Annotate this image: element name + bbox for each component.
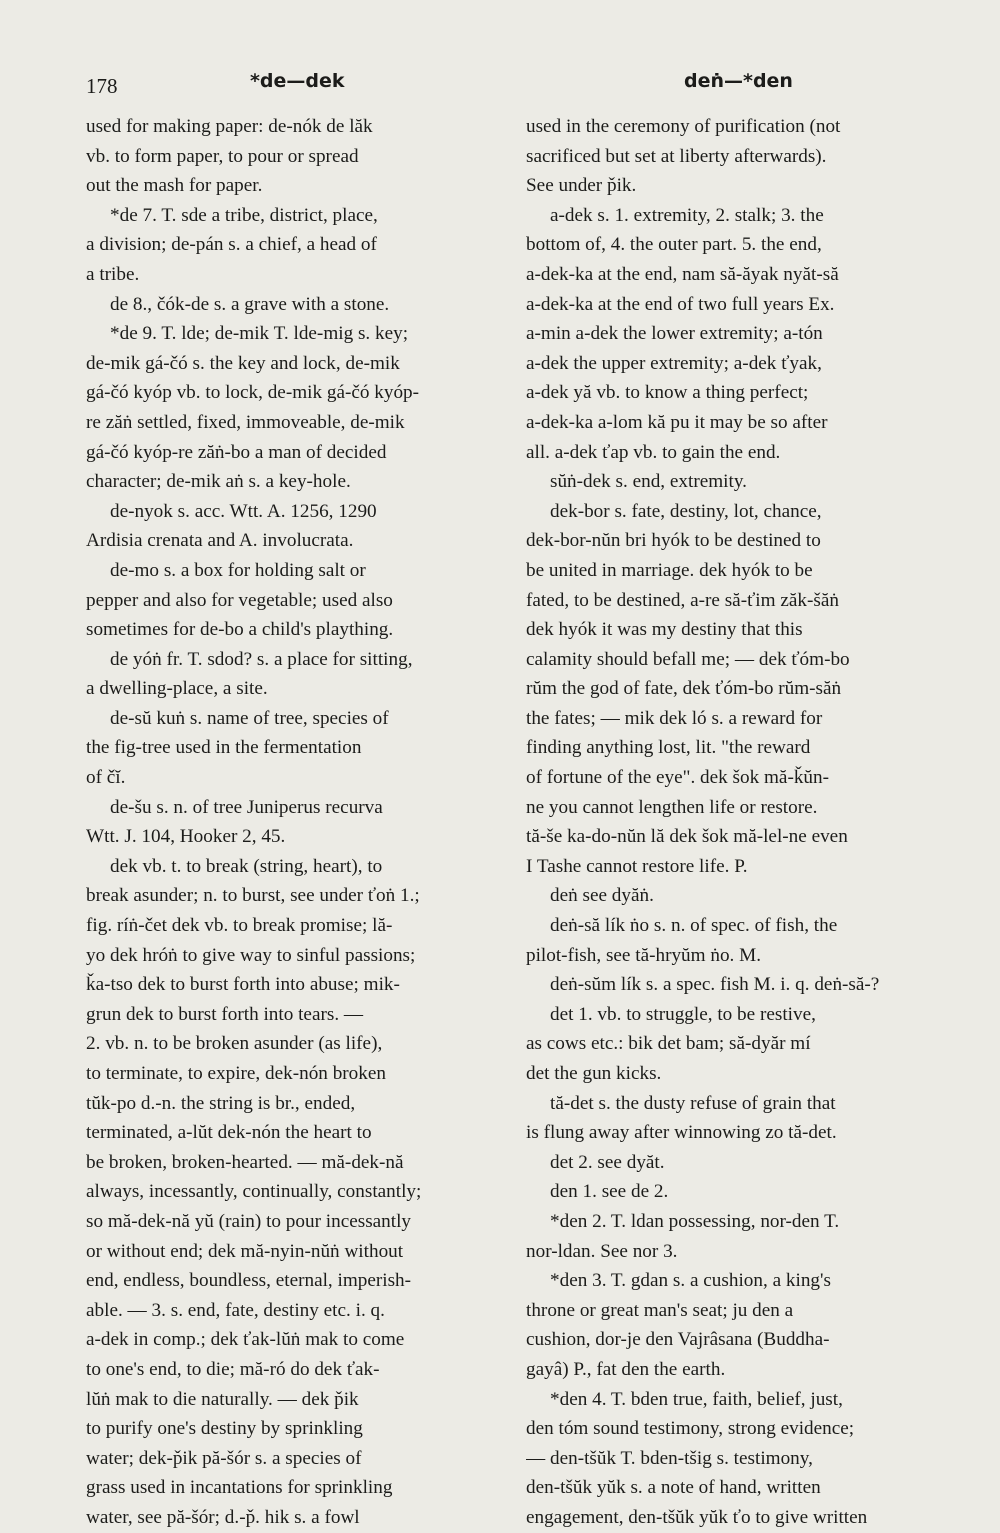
text-line bbox=[526, 674, 946, 704]
text-line bbox=[526, 201, 946, 231]
text-line-content: grun dek to burst forth into tears. — bbox=[86, 1003, 364, 1025]
text-line-content: tă-det s. the dusty refuse of grain that bbox=[550, 1092, 836, 1114]
text-line-content: a-dek-ka at the end, nam să-ăyak nyăt-să bbox=[526, 263, 839, 285]
text-line-content: all. a-dek ťap vb. to gain the end. bbox=[526, 441, 781, 463]
text-line-content: gá-čó kyóp vb. to lock, de-mik gá-čó kyóp- bbox=[86, 382, 420, 404]
text-line bbox=[86, 201, 506, 231]
text-line bbox=[526, 1355, 946, 1385]
text-line-content: I Tashe cannot restore life. P. bbox=[526, 855, 748, 877]
text-line bbox=[526, 763, 946, 793]
text-line-content: end, endless, boundless, eternal, imperish- bbox=[86, 1270, 412, 1292]
text-line-content: det 1. vb. to struggle, to be restive, bbox=[550, 1003, 816, 1025]
text-line-content: re zăṅ settled, fixed, immoveable, de-mik bbox=[86, 411, 405, 433]
text-line bbox=[526, 941, 946, 971]
text-line-content: Wtt. J. 104, Hooker 2, 45. bbox=[86, 826, 286, 848]
text-line-content: the fates; — mik dek ló s. a reward for bbox=[526, 707, 823, 729]
text-line-content: *den 3. T. gdan s. a cushion, a king's bbox=[550, 1270, 831, 1292]
text-line-content: vb. to form paper, to pour or spread bbox=[86, 145, 359, 167]
text-line-content: pepper and also for vegetable; used also bbox=[86, 589, 393, 611]
text-line-content: is flung away after winnowing zo tă-det. bbox=[526, 1122, 837, 1144]
text-line bbox=[86, 319, 506, 349]
text-line-content: to one's end, to die; mă-ró do dek ťak- bbox=[86, 1358, 380, 1380]
text-line-content: a division; de-pán s. a chief, a head of bbox=[86, 234, 377, 256]
text-line bbox=[526, 349, 946, 379]
text-line bbox=[526, 645, 946, 675]
text-line-content: det 2. see dyăt. bbox=[550, 1151, 665, 1173]
text-line bbox=[86, 1059, 506, 1089]
text-line-content: yo dek hróṅ to give way to sinful passions; bbox=[86, 944, 416, 966]
text-line-content: rŭm the god of fate, dek ťóm-bo rŭm-săṅ bbox=[526, 678, 842, 700]
left-running-head: *de—dek bbox=[250, 70, 345, 92]
text-line bbox=[86, 763, 506, 793]
text-line bbox=[86, 1000, 506, 1030]
text-line-content: See under p̌ik. bbox=[526, 175, 637, 197]
text-line bbox=[86, 438, 506, 468]
text-line bbox=[526, 1118, 946, 1148]
text-line-content: 2. vb. n. to be broken asunder (as life), bbox=[86, 1033, 383, 1055]
text-line bbox=[86, 1148, 506, 1178]
text-line bbox=[526, 1177, 946, 1207]
text-line-content: *de 7. T. sde a tribe, district, place, bbox=[110, 204, 378, 226]
text-line-content: deṅ see dyăṅ. bbox=[550, 885, 654, 907]
text-line-content: *den 2. T. ldan possessing, nor-den T. bbox=[550, 1210, 840, 1232]
text-line bbox=[526, 378, 946, 408]
text-line bbox=[86, 556, 506, 586]
text-line bbox=[86, 970, 506, 1000]
text-line-content: fig. ríṅ-čet dek vb. to break promise; lă- bbox=[86, 915, 393, 937]
text-line bbox=[526, 1503, 946, 1533]
text-line bbox=[86, 142, 506, 172]
text-line-content: cushion, dor-je den Vajrâsana (Buddha- bbox=[526, 1329, 830, 1351]
text-line-content: de 8., čók-de s. a grave with a stone. bbox=[110, 293, 390, 315]
text-line bbox=[526, 290, 946, 320]
text-line bbox=[86, 171, 506, 201]
text-line bbox=[86, 1029, 506, 1059]
text-line-content: a-dek in comp.; dek ťak-lŭṅ mak to come bbox=[86, 1329, 405, 1351]
text-line-content: water; dek-p̌ik pă-šór s. a species of bbox=[86, 1447, 362, 1469]
text-line bbox=[86, 290, 506, 320]
text-line-content: gá-čó kyóp-re zăṅ-bo a man of decided bbox=[86, 441, 387, 463]
text-line bbox=[86, 881, 506, 911]
text-line bbox=[526, 142, 946, 172]
text-line-content: deṅ-să lík ṅo s. n. of spec. of fish, the bbox=[550, 915, 838, 937]
text-line bbox=[86, 704, 506, 734]
text-line bbox=[526, 852, 946, 882]
text-line bbox=[526, 1207, 946, 1237]
text-line-content: tŭk-po d.-n. the string is br., ended, bbox=[86, 1092, 356, 1114]
text-line-content: sacrificed but set at liberty afterwards). bbox=[526, 145, 827, 167]
text-line bbox=[526, 1414, 946, 1444]
text-line bbox=[86, 1325, 506, 1355]
text-line bbox=[526, 970, 946, 1000]
text-line bbox=[86, 378, 506, 408]
text-line-content: pilot-fish, see tă-hryŭm ṅo. M. bbox=[526, 944, 762, 966]
text-line bbox=[86, 1089, 506, 1119]
right-column bbox=[526, 112, 946, 1533]
text-line bbox=[526, 615, 946, 645]
text-line-content: character; de-mik aṅ s. a key-hole. bbox=[86, 471, 351, 493]
text-line bbox=[526, 408, 946, 438]
text-line-content: be united in marriage. dek hyók to be bbox=[526, 559, 813, 581]
text-line bbox=[86, 1266, 506, 1296]
text-line-content: *den 4. T. bden true, faith, belief, just, bbox=[550, 1388, 843, 1410]
text-line-content: engagement, den-tšŭk yŭk ťo to give written bbox=[526, 1506, 868, 1528]
text-line bbox=[526, 1385, 946, 1415]
text-line bbox=[526, 1296, 946, 1326]
text-line bbox=[526, 319, 946, 349]
text-line bbox=[86, 822, 506, 852]
text-line bbox=[86, 1355, 506, 1385]
text-line bbox=[526, 1325, 946, 1355]
text-line bbox=[86, 852, 506, 882]
text-line bbox=[86, 1207, 506, 1237]
text-line bbox=[86, 793, 506, 823]
text-line bbox=[86, 112, 506, 142]
text-line-content: so mă-dek-nă yŭ (rain) to pour incessantly bbox=[86, 1210, 412, 1232]
text-line-content: as cows etc.: bik det bam; să-dyăr mí bbox=[526, 1033, 811, 1055]
text-line bbox=[86, 1414, 506, 1444]
text-line bbox=[86, 586, 506, 616]
text-line-content: or without end; dek mă-nyin-nŭṅ without bbox=[86, 1240, 404, 1262]
text-line bbox=[526, 911, 946, 941]
text-line bbox=[86, 1296, 506, 1326]
text-line bbox=[86, 645, 506, 675]
text-line bbox=[86, 733, 506, 763]
text-line-content: a-min a-dek the lower extremity; a-tón bbox=[526, 323, 823, 345]
text-line bbox=[86, 1237, 506, 1267]
text-line bbox=[86, 497, 506, 527]
text-line bbox=[526, 556, 946, 586]
text-line-content: the fig-tree used in the fermentation bbox=[86, 737, 362, 759]
text-line bbox=[526, 1148, 946, 1178]
text-line bbox=[526, 586, 946, 616]
text-line-content: dek-bor s. fate, destiny, lot, chance, bbox=[550, 500, 822, 522]
text-line-content: a-dek-ka at the end of two full years Ex. bbox=[526, 293, 835, 315]
text-line bbox=[526, 822, 946, 852]
text-line bbox=[526, 1000, 946, 1030]
text-line-content: to purify one's destiny by sprinkling bbox=[86, 1418, 363, 1440]
text-line-content: always, incessantly, continually, constantly; bbox=[86, 1181, 422, 1203]
text-line-content: used for making paper: de-nók de lăk bbox=[86, 116, 373, 137]
text-line bbox=[86, 230, 506, 260]
text-line-content: be broken, broken-hearted. — mă-dek-nă bbox=[86, 1151, 404, 1173]
text-line-content: de-mik gá-čó s. the key and lock, de-mik bbox=[86, 352, 400, 374]
text-line bbox=[86, 1473, 506, 1503]
text-line bbox=[526, 1059, 946, 1089]
text-line-content: out the mash for paper. bbox=[86, 175, 263, 197]
text-line bbox=[526, 1029, 946, 1059]
text-line-content: fated, to be destined, a-re să-ťim zăk-šăṅ bbox=[526, 589, 839, 611]
text-line bbox=[86, 674, 506, 704]
text-line bbox=[526, 438, 946, 468]
text-line-content: water, see pă-šór; d.-p̌. hik s. a fowl bbox=[86, 1506, 360, 1528]
text-line bbox=[86, 615, 506, 645]
text-line-content: det the gun kicks. bbox=[526, 1063, 662, 1084]
text-line-content: bottom of, 4. the outer part. 5. the end, bbox=[526, 234, 822, 256]
text-line-content: calamity should befall me; — dek ťóm-bo bbox=[526, 648, 850, 670]
text-line-content: de-mo s. a box for holding salt or bbox=[110, 559, 366, 581]
text-line-content: sŭṅ-dek s. end, extremity. bbox=[550, 471, 747, 493]
text-line bbox=[86, 1177, 506, 1207]
text-line-content: de yóṅ fr. T. sdod? s. a place for sitting, bbox=[110, 648, 413, 670]
text-line bbox=[526, 1444, 946, 1474]
text-line-content: dek hyók it was my destiny that this bbox=[526, 619, 803, 641]
text-line bbox=[526, 881, 946, 911]
text-line-content: break asunder; n. to burst, see under ťoṅ 1.; bbox=[86, 885, 420, 907]
text-line-content: a-dek yă vb. to know a thing perfect; bbox=[526, 382, 809, 404]
text-line-content: finding anything lost, lit. "the reward bbox=[526, 737, 811, 759]
text-line bbox=[526, 230, 946, 260]
text-line bbox=[526, 793, 946, 823]
text-line bbox=[86, 526, 506, 556]
text-line-content: lŭṅ mak to die naturally. — dek p̌ik bbox=[86, 1388, 359, 1410]
page-header bbox=[0, 70, 1000, 104]
text-line bbox=[526, 1089, 946, 1119]
text-line-content: used in the ceremony of purification (not bbox=[526, 116, 841, 137]
text-line bbox=[526, 260, 946, 290]
text-line bbox=[86, 1444, 506, 1474]
text-line-content: nor-ldan. See nor 3. bbox=[526, 1240, 678, 1262]
text-line-content: de-nyok s. acc. Wtt. A. 1256, 1290 bbox=[110, 500, 377, 522]
text-line-content: — den-tšŭk T. bden-tšig s. testimony, bbox=[526, 1447, 813, 1469]
text-line-content: Ardisia crenata and A. involucrata. bbox=[86, 530, 354, 552]
text-line bbox=[526, 171, 946, 201]
text-line-content: able. — 3. s. end, fate, destiny etc. i. q. bbox=[86, 1299, 385, 1321]
text-line bbox=[526, 467, 946, 497]
text-line bbox=[86, 1503, 506, 1533]
text-line-content: gayâ) P., fat den the earth. bbox=[526, 1358, 726, 1380]
text-line bbox=[526, 1237, 946, 1267]
text-line-content: a-dek-ka a-lom kă pu it may be so after bbox=[526, 411, 828, 433]
text-line-content: grass used in incantations for sprinkling bbox=[86, 1477, 393, 1499]
text-line bbox=[86, 1118, 506, 1148]
text-line-content: to terminate, to expire, dek-nón broken bbox=[86, 1063, 386, 1084]
text-line-content: *de 9. T. lde; de-mik T. lde-mig s. key; bbox=[110, 323, 409, 345]
text-line-content: a-dek s. 1. extremity, 2. stalk; 3. the bbox=[550, 204, 824, 226]
text-line bbox=[526, 112, 946, 142]
text-line bbox=[526, 704, 946, 734]
text-line bbox=[86, 467, 506, 497]
text-line bbox=[526, 497, 946, 527]
page-number: 178 bbox=[86, 74, 118, 98]
text-line-content: terminated, a-lŭt dek-nón the heart to bbox=[86, 1122, 372, 1144]
text-line bbox=[86, 349, 506, 379]
text-line-content: dek vb. t. to break (string, heart), to bbox=[110, 855, 383, 877]
text-line bbox=[526, 733, 946, 763]
text-line-content: den tóm sound testimony, strong evidence; bbox=[526, 1418, 855, 1440]
text-line-content: den-tšŭk yŭk s. a note of hand, written bbox=[526, 1477, 821, 1499]
text-line-content: a tribe. bbox=[86, 263, 140, 285]
text-line bbox=[86, 408, 506, 438]
text-line bbox=[86, 1385, 506, 1415]
left-column bbox=[86, 112, 506, 1533]
text-line-content: tă-še ka-do-nŭn lă dek šok mă-lel-ne even bbox=[526, 826, 848, 848]
text-line bbox=[526, 526, 946, 556]
text-line bbox=[86, 260, 506, 290]
text-line bbox=[526, 1473, 946, 1503]
text-line bbox=[86, 941, 506, 971]
text-line-content: den 1. see de 2. bbox=[550, 1181, 669, 1203]
text-line-content: of fortune of the eye". dek šok mă-ǩŭn- bbox=[526, 767, 830, 789]
text-line-content: a dwelling-place, a site. bbox=[86, 678, 268, 700]
text-line-content: ǩa-tso dek to burst forth into abuse; mik- bbox=[86, 974, 400, 996]
text-line-content: a-dek the upper extremity; a-dek ťyak, bbox=[526, 352, 822, 374]
text-line-content: deṅ-sŭm lík s. a spec. fish M. i. q. deṅ-să-? bbox=[550, 974, 880, 996]
text-line-content: sometimes for de-bo a child's plaything. bbox=[86, 619, 394, 641]
text-line bbox=[86, 911, 506, 941]
text-line-content: dek-bor-nŭn bri hyók to be destined to bbox=[526, 530, 821, 552]
text-line-content: of čĭ. bbox=[86, 767, 126, 789]
right-running-head: deṅ—*den bbox=[684, 70, 793, 92]
text-line-content: de-sŭ kuṅ s. name of tree, species of bbox=[110, 707, 389, 729]
text-line-content: throne or great man's seat; ju den a bbox=[526, 1299, 794, 1321]
text-line-content: de-šu s. n. of tree Juniperus recurva bbox=[110, 796, 383, 818]
text-line-content: ne you cannot lengthen life or restore. bbox=[526, 796, 818, 818]
text-line bbox=[526, 1266, 946, 1296]
